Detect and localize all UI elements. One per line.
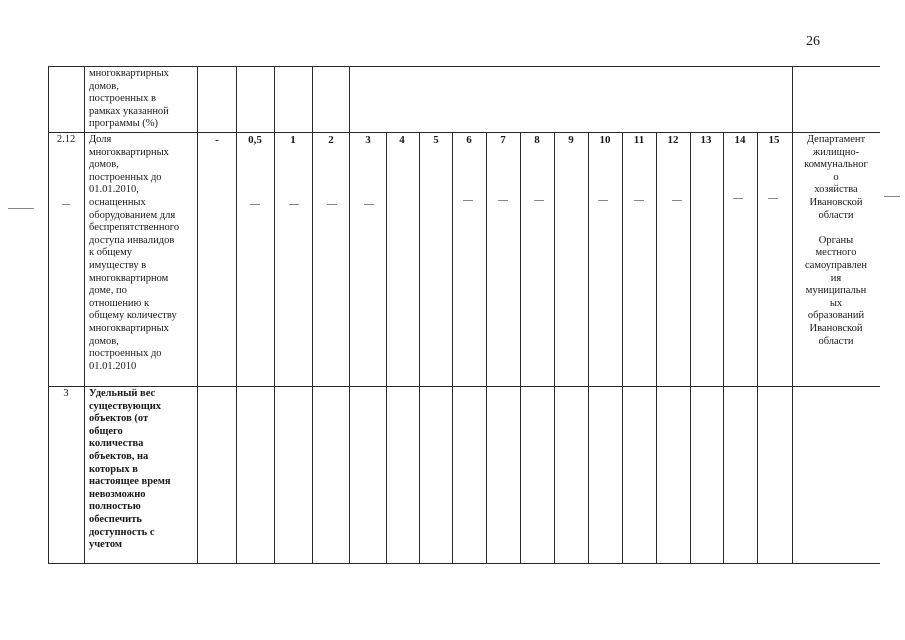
dash-mark (498, 200, 508, 201)
column-divider (486, 132, 487, 564)
indicator-cell: Доля многоквартирных домов, построенных до 01.01.2010, оснащенных оборудованием для беспрепятственного доступа инвалидов к общему имуществу в многоквартирном доме, по отношению к общему количеству многоквартирных домов, построенных до 01.01.2010 (89, 134, 180, 372)
value-cell: 1 (290, 134, 296, 146)
column-divider (520, 132, 521, 564)
column-divider (312, 66, 313, 564)
column-divider (656, 132, 657, 564)
value-cell: 14 (734, 134, 746, 146)
value-cell: 6 (466, 134, 472, 146)
column-divider (452, 132, 453, 564)
column-divider (236, 66, 237, 564)
value-cell: 5 (433, 134, 439, 146)
column-divider (349, 66, 350, 564)
responsible-cell: Департамент жилищно- коммунальног о хозяйства Ивановской области Органы местного самоуправлен ия муниципальн ых образований Ивановской области (804, 134, 868, 347)
dash-mark (62, 204, 70, 205)
value-cell: 2 (328, 134, 334, 146)
indicator-cell: многоквартирных домов, построенных в рамках указанной программы (%) (89, 68, 169, 130)
value-cell: 13 (700, 134, 712, 146)
row-number: 2.12 (56, 134, 76, 145)
dash-mark (289, 204, 299, 205)
column-divider (588, 132, 589, 564)
table-top-border (48, 66, 880, 67)
dash-mark (8, 208, 34, 209)
dash-mark (672, 200, 682, 201)
dash-mark (733, 198, 743, 199)
column-divider (622, 132, 623, 564)
row-divider (48, 386, 880, 387)
dash-mark (463, 200, 473, 201)
column-divider (84, 66, 85, 564)
value-cell: 7 (500, 134, 506, 146)
value-cell: 15 (768, 134, 780, 146)
dash-mark (598, 200, 608, 201)
dash-mark (634, 200, 644, 201)
page-number: 26 (806, 34, 820, 49)
column-divider (723, 132, 724, 564)
value-cell: 10 (599, 134, 611, 146)
column-divider (792, 66, 793, 564)
column-divider (690, 132, 691, 564)
value-cell: 12 (667, 134, 679, 146)
dash-mark (250, 204, 260, 205)
value-cell: - (215, 134, 219, 146)
value-cell: 0,5 (248, 134, 262, 146)
value-cell: 3 (365, 134, 371, 146)
value-cell: 4 (399, 134, 405, 146)
indicator-cell: Удельный вес существующих объектов (от общего количества объектов, на которых в настоящее время невозможно полностью обеспечить доступность с учетом (89, 388, 171, 551)
column-divider (48, 66, 49, 564)
value-cell: 11 (633, 134, 645, 146)
row-number: 3 (63, 388, 69, 399)
dash-mark (534, 200, 544, 201)
column-divider (419, 132, 420, 564)
row-divider (48, 132, 880, 133)
value-cell: 9 (568, 134, 574, 146)
column-divider (386, 132, 387, 564)
value-cell: 8 (534, 134, 540, 146)
dash-mark (768, 198, 778, 199)
dash-mark (327, 204, 337, 205)
dash-mark (364, 204, 374, 205)
column-divider (757, 132, 758, 564)
dash-mark (884, 196, 900, 197)
column-divider (554, 132, 555, 564)
column-divider (274, 66, 275, 564)
table-bottom-border (48, 563, 880, 564)
